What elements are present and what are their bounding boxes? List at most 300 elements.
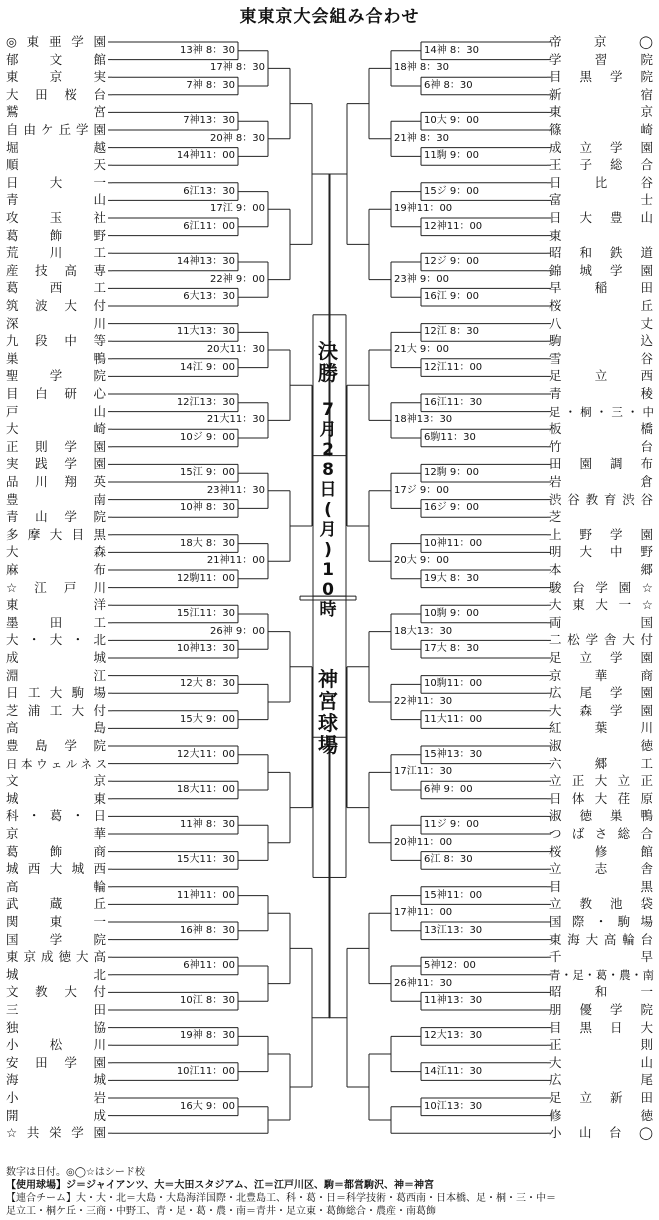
vertical-char: 球: [318, 711, 338, 735]
match-time: 6神 9：00: [424, 784, 473, 795]
team-name: [6, 563, 106, 577]
team-name-text: 小山台◯: [549, 1125, 653, 1141]
team-name-text: 豊南: [6, 491, 106, 507]
team-name-text: 正則: [549, 1037, 653, 1053]
team-name-text: 渋谷教育渋谷: [549, 491, 653, 507]
team-name: [549, 246, 653, 260]
team-name: [549, 581, 653, 595]
match-time: 15江11：30: [176, 608, 235, 619]
vertical-char: 月: [319, 520, 337, 540]
team-name: [549, 968, 653, 982]
team-name-text: 六郷工: [549, 755, 653, 771]
team-name: [6, 1056, 106, 1070]
match-time: 15神11：00: [424, 889, 483, 901]
match-time: 14江11：30: [424, 1065, 483, 1077]
team-name-text: 青山学院: [6, 509, 106, 525]
team-name: [6, 1073, 106, 1087]
team-name: [549, 686, 653, 700]
team-name: [549, 545, 653, 559]
team-name: [549, 457, 653, 471]
team-name: [6, 211, 106, 225]
team-name-text: 雪谷: [549, 350, 653, 366]
match-time: 16ジ 9：00: [424, 502, 479, 514]
team-name-text: 東: [549, 227, 562, 243]
team-name: [549, 809, 653, 823]
team-name-text: 新宿: [549, 86, 653, 102]
team-name-text: 深川: [6, 315, 106, 331]
team-name-text: 大田桜台: [6, 86, 106, 102]
team-name-text: 墨田工: [6, 614, 106, 630]
team-name-text: 日体大荏原: [549, 790, 653, 806]
vertical-char: 場: [318, 733, 338, 757]
team-name-text: つばさ総合: [549, 826, 653, 841]
team-name-text: 実践学園: [6, 456, 106, 472]
team-name: [549, 1038, 653, 1052]
team-name-text: 目黒学院: [549, 69, 653, 85]
final-date: [313, 400, 343, 620]
team-name: [549, 721, 653, 735]
match-time: 21神11：00: [206, 555, 265, 567]
match-time: 7神 8：30: [186, 80, 235, 91]
match-time: 6神11：00: [183, 960, 235, 971]
team-name-text: 大東大一☆: [549, 597, 653, 613]
match-time: 11大11：00: [424, 713, 483, 725]
team-name: [549, 1003, 653, 1017]
team-name-text: 荒川工: [6, 245, 106, 261]
team-name-text: 修徳: [549, 1107, 653, 1123]
team-name: [6, 317, 106, 331]
match-time: 10駒 9：00: [424, 608, 479, 619]
team-name-text: 自由ケ丘学園: [6, 122, 106, 137]
team-name-text: 足立学園: [549, 650, 653, 665]
vertical-char: 2: [322, 440, 334, 460]
team-name-text: 芝浦工大付: [6, 702, 106, 718]
team-name-text: 立教池袋: [549, 896, 653, 912]
note-line: 【使用球場】ジ＝ジャイアンツ、大＝大田スタジアム、江＝江戸川区、駒＝都営駒沢、神＝神宮: [6, 1180, 434, 1191]
team-name: [6, 70, 106, 84]
match-time: 11神11：00: [176, 889, 235, 901]
team-name-text: 堀越: [6, 139, 106, 155]
vertical-char: 宮: [318, 689, 338, 713]
team-name: [6, 757, 106, 771]
team-name: [549, 774, 653, 788]
vertical-char: 勝: [318, 361, 338, 385]
match-time: 12江 8：30: [424, 326, 479, 338]
vertical-char: 1: [322, 560, 334, 580]
team-name: [549, 123, 653, 137]
team-name: [549, 369, 653, 383]
team-name-text: 安田学園: [6, 1054, 106, 1070]
match-time: 21神 8：30: [394, 132, 449, 144]
match-time: 22神11：30: [394, 696, 453, 707]
team-name-text: 東洋: [6, 597, 106, 613]
match-time: 26神11：30: [394, 977, 453, 989]
team-name-text: 田園調布: [549, 456, 653, 472]
team-name: [6, 405, 106, 419]
team-name-text: 目黒: [549, 878, 653, 894]
team-name: [6, 53, 106, 67]
match-time: 10江13：30: [424, 1100, 483, 1112]
team-name: [549, 264, 653, 278]
team-name: [6, 792, 106, 806]
team-name: [6, 915, 106, 929]
team-name: [549, 528, 653, 542]
team-name-text: 麻布: [6, 562, 106, 577]
team-name: [6, 880, 106, 894]
team-name: [549, 616, 653, 630]
team-name-text: 産技高専: [6, 262, 106, 278]
team-name: [549, 317, 653, 331]
team-name: [549, 281, 653, 295]
team-name: [549, 950, 653, 964]
match-time: 20神11：00: [394, 836, 453, 848]
team-name-text: 目白研心: [6, 386, 106, 401]
match-time: 14神11：00: [176, 150, 235, 162]
team-name: [549, 141, 653, 155]
team-name: [6, 35, 106, 49]
team-name: [6, 387, 106, 401]
team-name: [6, 369, 106, 383]
match-time: 18大11：00: [176, 784, 235, 795]
team-name-text: 上野学園: [549, 526, 653, 542]
team-name-text: 開成: [6, 1107, 106, 1123]
team-name: [6, 457, 106, 471]
team-name: [549, 739, 653, 753]
team-name: [549, 493, 653, 507]
team-name-text: ◎東亜学園: [6, 34, 106, 49]
match-time: 10ジ 9：00: [180, 432, 235, 443]
match-time: 17ジ 9：00: [394, 484, 449, 496]
team-name: [6, 950, 106, 964]
team-name-text: 筑波大付: [6, 298, 106, 313]
team-name-text: ☆江戸川: [6, 579, 106, 595]
match-time: 17神11：00: [394, 907, 453, 919]
note-line: 足立工・桐ケ丘・三商・中野工、青・足・葛・農・南＝青井・足立東・葛飾総合・農産・南葛飾: [6, 1206, 436, 1217]
team-name: [6, 264, 106, 278]
team-name-text: 淵江: [6, 667, 106, 683]
vertical-char: ): [324, 540, 332, 560]
vertical-char: 7: [322, 400, 334, 420]
match-time: 7神13：30: [183, 115, 235, 127]
team-name-text: 東京成徳大高: [6, 949, 106, 965]
vertical-char: 日: [319, 480, 337, 500]
team-name-text: 淑徳巣鴨: [549, 808, 653, 824]
team-name: [549, 299, 653, 313]
match-time: 12大13：30: [424, 1030, 483, 1042]
match-time: 10神13：30: [176, 643, 235, 655]
match-time: 18大 8：30: [180, 537, 235, 549]
team-name-text: 葛西工: [6, 280, 106, 296]
team-name-text: 錦城学園: [549, 262, 653, 278]
team-name: [549, 669, 653, 683]
team-name-text: 千早: [549, 949, 653, 965]
team-name: [549, 1021, 653, 1035]
match-time: 12ジ 9：00: [424, 256, 479, 267]
match-time: 23神 9：00: [394, 273, 449, 285]
team-name: [549, 792, 653, 806]
match-time: 12駒11：00: [176, 572, 235, 584]
team-name-text: 淑徳: [549, 738, 653, 753]
team-name-text: 城西大城西: [6, 861, 106, 877]
match-time: 17江11：30: [394, 766, 453, 778]
team-name: [549, 475, 653, 489]
team-name-text: 昭和一: [549, 984, 653, 1000]
team-name-text: 足立新田: [549, 1090, 653, 1105]
team-name-text: 大・大・北: [6, 632, 106, 648]
note-line: 数字は日付。◎◯☆はシード校: [6, 1167, 145, 1178]
match-time: 6江 8：30: [424, 854, 473, 866]
team-name: [6, 897, 106, 911]
team-name: [6, 141, 106, 155]
team-name-text: 成城: [6, 650, 106, 665]
team-name: [549, 387, 653, 401]
team-name-text: 国学院: [6, 931, 106, 947]
team-name-text: 巣鴨: [6, 350, 106, 366]
team-name: [549, 334, 653, 348]
team-name: [6, 440, 106, 454]
final-label: [313, 340, 343, 384]
team-name-text: 正則学園: [6, 438, 106, 454]
team-name: [549, 176, 653, 190]
team-name: [6, 1021, 106, 1035]
team-name: [549, 1056, 653, 1070]
team-name-text: 葛飾商: [6, 843, 106, 859]
team-name-text: 城東: [6, 790, 106, 806]
team-name-text: 東京: [549, 104, 653, 120]
match-time: 17神 8：30: [210, 62, 265, 74]
team-name: [549, 880, 653, 894]
match-time: 6駒11：30: [424, 432, 476, 443]
team-name: [6, 422, 106, 436]
page-title: 東東京大会組み合わせ: [239, 7, 420, 27]
team-name: [549, 933, 653, 947]
team-name-text: 戸山: [6, 403, 106, 419]
team-name: [6, 545, 106, 559]
team-name-text: 独協: [6, 1019, 106, 1035]
team-name-text: 桜丘: [549, 298, 653, 313]
match-time: 13江13：30: [424, 924, 483, 936]
team-name-text: 早稲田: [549, 280, 653, 296]
team-name: [549, 510, 653, 524]
match-time: 12大 8：30: [180, 678, 235, 690]
team-name: [6, 1003, 106, 1017]
team-name-text: 関東一: [6, 914, 106, 929]
vertical-char: 8: [322, 460, 334, 480]
notes: [6, 1166, 654, 1218]
team-name-text: 竹台: [549, 438, 653, 454]
team-name-text: 攻玉社: [6, 210, 106, 225]
match-time: 19神 8：30: [180, 1030, 235, 1042]
team-name-text: 小松川: [6, 1037, 106, 1053]
team-name: [549, 229, 653, 243]
team-name: [6, 985, 106, 999]
team-name-text: 大森学園: [549, 702, 653, 718]
team-name: [549, 53, 653, 67]
team-name-text: 駒込: [549, 333, 653, 349]
match-time: 16大 9：00: [180, 1100, 235, 1112]
match-time: 14神13：30: [176, 256, 235, 267]
team-name: [6, 686, 106, 700]
match-time: 10神 8：30: [180, 502, 235, 514]
team-name: [549, 757, 653, 771]
team-name-text: 葛飾野: [6, 227, 106, 243]
team-name: [549, 35, 653, 49]
match-time: 11ジ 9：00: [424, 819, 479, 831]
team-name: [6, 669, 106, 683]
team-name-text: 青山: [6, 192, 106, 208]
team-name-text: 京華: [6, 826, 106, 841]
match-time: 6大13：30: [183, 291, 235, 303]
match-time: 6神 8：30: [424, 80, 473, 91]
team-name: [6, 475, 106, 489]
team-name: [6, 229, 106, 243]
team-name-text: 昭和鉄道: [549, 245, 653, 261]
match-time: 20大11：30: [206, 344, 265, 355]
team-name-text: 高輪: [6, 878, 106, 894]
team-name-text: 桜修館: [549, 843, 653, 859]
team-name: [549, 193, 653, 207]
team-name: [549, 862, 653, 876]
match-time: 16江11：30: [424, 396, 483, 408]
team-name-text: 広尾学園: [549, 685, 653, 701]
team-name: [549, 651, 653, 665]
team-name-text: 郁文館: [6, 51, 106, 67]
team-name-text: 足・桐・三・中: [549, 404, 653, 419]
match-time: 18神13：30: [394, 414, 453, 426]
team-name: [6, 246, 106, 260]
team-name-text: 文京: [6, 773, 106, 789]
team-name-text: 立志舎: [549, 861, 653, 877]
match-time: 13神 8：30: [180, 44, 235, 56]
team-name-text: 学習院: [549, 51, 653, 67]
team-name-text: 日工大駒場: [6, 685, 106, 701]
team-name: [549, 1126, 653, 1140]
team-name-text: 品川翔英: [6, 474, 106, 489]
team-name-text: 立正大立正: [549, 773, 653, 789]
team-name: [549, 211, 653, 225]
team-name-text: 篠崎: [549, 122, 653, 137]
team-name-text: 九段中等: [6, 333, 106, 349]
team-name: [6, 176, 106, 190]
team-name-text: ☆共栄学園: [6, 1125, 106, 1141]
team-name: [549, 915, 653, 929]
team-name-text: 両国: [549, 614, 653, 630]
team-name-text: 目黒日大: [549, 1019, 653, 1035]
team-name: [6, 299, 106, 313]
match-time: 16神 8：30: [180, 924, 235, 936]
team-name-text: 豊島学院: [6, 738, 106, 753]
team-name-text: 富士: [549, 192, 653, 208]
vertical-char: 時: [319, 600, 337, 620]
team-name: [6, 334, 106, 348]
team-name: [6, 862, 106, 876]
team-name-text: 大崎: [6, 421, 106, 437]
match-time: 11大13：30: [176, 326, 235, 338]
team-name-text: 京華商: [549, 667, 653, 683]
team-name-text: 青稜: [549, 386, 653, 401]
match-time: 17江 9：00: [210, 203, 265, 215]
vertical-char: 月: [319, 420, 337, 440]
match-time: 15江 9：00: [180, 467, 235, 479]
team-name: [6, 581, 106, 595]
match-time: 11神 8：30: [180, 819, 235, 831]
match-time: 5神12：00: [424, 960, 476, 971]
vertical-char: 0: [322, 580, 334, 600]
team-name-text: 明大中野: [549, 544, 653, 560]
team-name: [549, 985, 653, 999]
team-name: [6, 510, 106, 524]
match-time: 12江11：00: [424, 361, 483, 373]
match-time: 20神 8：30: [210, 132, 265, 144]
match-time: 26神 9：00: [210, 625, 265, 637]
team-name: [6, 721, 106, 735]
team-name: [6, 933, 106, 947]
team-name: [6, 598, 106, 612]
match-time: 12江13：30: [176, 396, 235, 408]
team-name-text: 大山: [549, 1054, 653, 1070]
team-name-text: 多摩大目黒: [6, 526, 106, 542]
vertical-char: 決: [318, 339, 338, 363]
match-time: 15大11：30: [176, 854, 235, 866]
team-name: [6, 1109, 106, 1123]
match-time: 19神11：00: [394, 203, 453, 215]
team-name-text: 聖学院: [6, 368, 106, 384]
team-name: [6, 968, 106, 982]
team-name: [549, 88, 653, 102]
team-name: [6, 123, 106, 137]
team-name: [549, 704, 653, 718]
team-name: [6, 651, 106, 665]
team-name: [549, 422, 653, 436]
match-time: 21大 9：00: [394, 344, 449, 355]
team-name: [549, 352, 653, 366]
note-line: 【連合チーム】大・大・北＝大島・大島海洋国際・北豊島工、科・葛・日＝科学技術・葛西南・日本橋、足・桐・三・中＝: [6, 1193, 556, 1204]
team-name-text: 日本ウェルネス: [6, 756, 106, 771]
venue-label: [313, 668, 343, 756]
team-name: [549, 405, 653, 419]
team-name-text: 海城: [6, 1072, 106, 1088]
match-time: 14江 9：00: [180, 361, 235, 373]
match-time: 10江 8：30: [180, 995, 235, 1007]
team-name: [6, 88, 106, 102]
match-time: 18神 8：30: [394, 62, 449, 74]
match-time: 16江 9：00: [424, 291, 479, 303]
team-name-text: 岩倉: [549, 474, 653, 489]
team-name: [6, 845, 106, 859]
team-name-text: 科・葛・日: [6, 808, 106, 824]
team-name: [6, 633, 106, 647]
team-name: [6, 1126, 106, 1140]
match-time: 21大11：30: [206, 414, 265, 426]
team-name: [6, 827, 106, 841]
team-name-text: 武蔵丘: [6, 896, 106, 912]
team-name-text: 成立学園: [549, 139, 653, 155]
match-time: 19大 8：30: [424, 572, 479, 584]
team-name: [6, 616, 106, 630]
match-time: 11駒 9：00: [424, 150, 479, 162]
team-name: [549, 845, 653, 859]
team-name: [549, 563, 653, 577]
team-name-text: 青・足・葛・農・南: [549, 967, 653, 982]
team-name-text: 小岩: [6, 1090, 106, 1105]
team-name-text: 国際・駒場: [549, 914, 653, 929]
match-time: 14神 8：30: [424, 44, 479, 56]
team-name-text: 朋優学院: [549, 1002, 653, 1017]
match-time: 10江11：00: [176, 1065, 235, 1077]
team-name: [6, 704, 106, 718]
team-name-text: 日大一: [6, 174, 106, 190]
match-time: 10神11：00: [424, 537, 483, 549]
